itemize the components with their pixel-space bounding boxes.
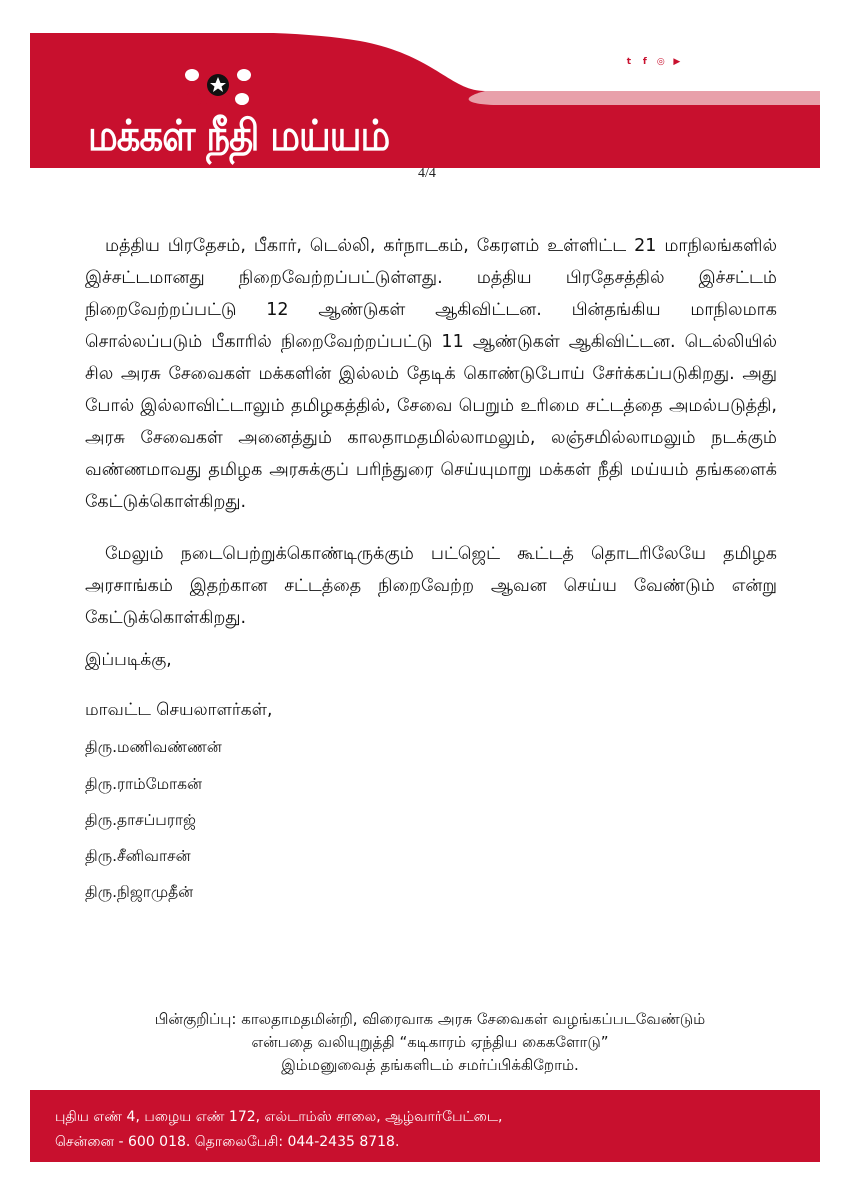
party-name: மக்கள் நீதி மய்யம் [88,111,390,161]
address-line: சென்னை - 600 018. தொலைபேசி: 044-2435 8718. [55,1134,400,1150]
social-handle[interactable]: /maiamofficial [691,53,783,70]
signatory-name: திரு.நிஜாமுதீன் [85,883,194,901]
letterhead-banner [30,33,820,168]
postscript-line: இம்மனுவைத் தங்களிடம் சமர்ப்பிக்கிறோம். [281,1056,579,1074]
body-paragraph-2: மேலும் நடைபெற்றுக்கொண்டிருக்கும் பட்ஜெட் கூட்டத் தொடரிலேயே தமிழக அரசாங்கம் இதற்கான சட்டத்தை நிறைவேற்ற ஆவன செய்ய வேண்டும் என்று கேட்டுக்கொள்கிறது. [85,544,777,628]
signatory-name: திரு.சீனிவாசன் [85,847,191,865]
signatory-name: திரு.தாசப்பராஜ் [85,811,196,829]
instagram-icon[interactable]: ◎ [654,55,667,68]
social-icons [622,55,683,68]
contact-links [497,53,783,70]
page-number: 4/4 [418,166,436,181]
address-line: புதிய எண் 4, பழைய எண் 172, எல்டாம்ஸ் சாலை, ஆழ்வார்பேட்டை, [55,1109,503,1125]
signatory-designation: மாவட்ட செயலாளர்கள், [85,700,273,720]
postscript-line: என்பதை வலியுறுத்தி “கடிகாரம் ஏந்திய கைகளோடு” [251,1033,609,1051]
address-footer [30,1090,820,1162]
signatory-name: திரு.மணிவண்ணன் [85,738,222,756]
signatory-name: திரு.ராம்மோகன் [85,775,203,793]
youtube-icon[interactable]: ▶ [670,55,683,68]
body-paragraph-1: மத்திய பிரதேசம், பீகார், டெல்லி, கர்நாடகம், கேரளம் உள்ளிட்ட 21 மாநிலங்களில் இச்சட்டமானது நிறைவேற்றப்பட்டுள்ளது. மத்திய பிரதேசத்தில் இச்சட்டம் நிறைவேற்றப்பட்டு 12 ஆண்டுகள் ஆகிவிட்டன. பின்தங்கிய மாநிலமாக சொல்லப்படும் பீகாரில் நிறைவேற்றப்பட்டு 11 ஆண்டுகள் ஆகிவிட்டன. டெல்லியில் சில அரசு சேவைகள் மக்களின் இல்லம் தேடிக் கொண்டுபோய் சேர்க்கப்படுகிறது. அது போல் இல்லாவிட்டாலும் தமிழகத்தில், சேவை பெறும் உரிமை சட்டத்தை அமல்படுத்தி, அரசு சேவைகள் அனைத்தும் காலதாமதமில்லாமலும், லஞ்சமில்லாமலும் நடக்கும் வண்ணமாவது தமிழக அரசுக்குப் பரிந்துரை செய்யுமாறு மக்கள் நீதி மய்யம் தங்களைக் கேட்டுக்கொள்கிறது. [85,236,777,512]
website-link[interactable]: www.maiam.com [497,53,611,70]
postscript [90,1008,770,1077]
hands-circle-icon [184,52,252,118]
facebook-icon[interactable]: f [638,55,651,68]
postscript-line: பின்குறிப்பு: காலதாமதமின்றி, விரைவாக அரசு சேவைகள் வழங்கப்படவேண்டும் [154,1010,706,1028]
twitter-icon[interactable]: t [622,55,635,68]
closing-greeting: இப்படிக்கு, [85,650,172,670]
